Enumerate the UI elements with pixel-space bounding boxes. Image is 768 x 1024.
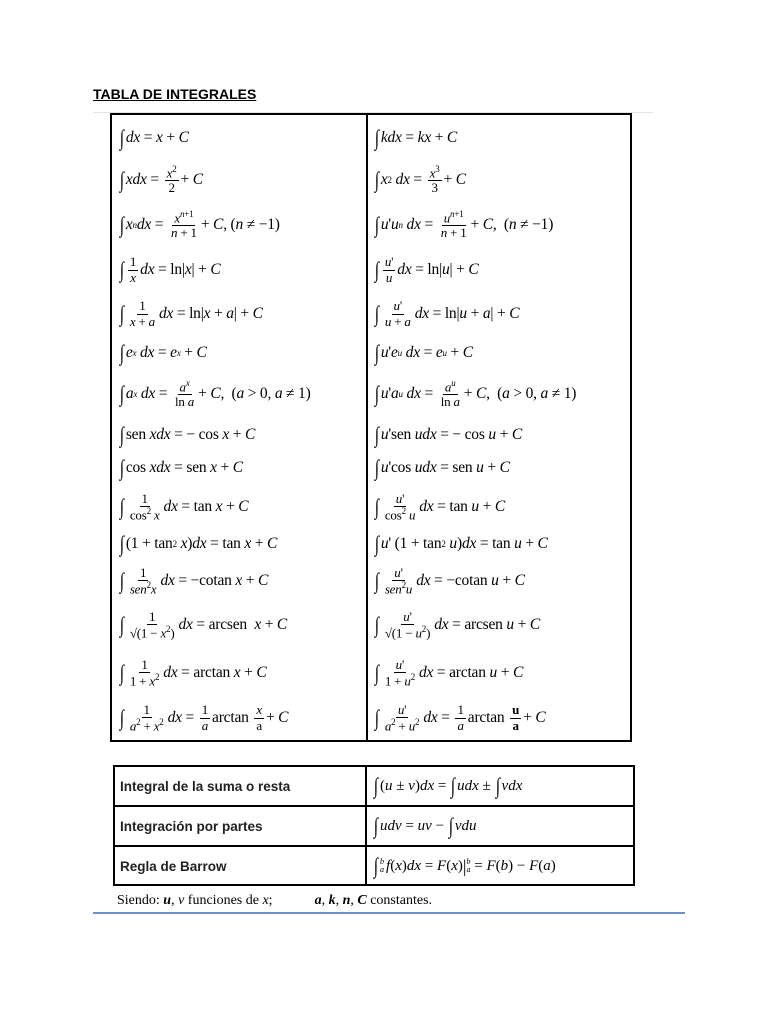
integral-row-8-right: ∫ u 'sen udx = − cos u + C bbox=[374, 422, 522, 447]
integration-rules-table bbox=[113, 765, 635, 886]
integral-row-15-right: ∫ $\frac{u'}{a^2 + u^2}$ dx = $\frac{1}{a}$ arctan $\frac{u}{a}$ + C bbox=[374, 701, 546, 734]
integral-row-13-right: ∫ $\frac{u'}{√(1 - u^2)}$ dx = arcsen u + C bbox=[374, 608, 540, 641]
integral-row-3-right: ∫ u ' u n dx = $\frac{u^{n+1}}{n + 1}$ + C , ( n ≠ −1) bbox=[374, 208, 554, 241]
rule-formula-parts: ∫ udv = uv − ∫ vdu bbox=[373, 813, 477, 838]
integral-row-11-left: ∫ (1 + tan 2 x ) dx = tan x + C bbox=[119, 531, 278, 556]
rule-row-barrow bbox=[115, 847, 633, 885]
integral-row-14-left: ∫ $\frac{1}{1 + x^2}$ dx = arctan x + C bbox=[119, 656, 267, 689]
integral-row-1-right: ∫ kdx = kx + C bbox=[374, 125, 458, 150]
rule-row-parts bbox=[115, 807, 633, 845]
rule-label-sum: Integral de la suma o resta bbox=[120, 778, 291, 794]
integral-row-15-left: ∫ $\frac{1}{a^2 + x^2}$ dx = $\frac{1}{a}$ arctan $\frac{x}{a}$ + C bbox=[119, 701, 289, 734]
integral-row-12-left: ∫ $\frac{1}{sen^2x}$ dx = −cotan x + C bbox=[119, 564, 269, 597]
footnote-functions: Siendo: u, v funciones de x; bbox=[117, 893, 273, 908]
integral-row-6-left: ∫ e x dx = e x + C bbox=[119, 340, 207, 365]
footer-rule bbox=[93, 912, 685, 914]
footnote-constants: a, k, n, C constantes. bbox=[314, 893, 433, 908]
column-divider bbox=[366, 115, 368, 740]
integral-row-10-left: ∫ $\frac{1}{\cos^2 x}$ dx = tan x + C bbox=[119, 490, 249, 523]
integral-row-4-right: ∫ $\frac{u'}{u}$ dx = ln| u | + C bbox=[374, 254, 479, 285]
rule-formula-barrow: ∫ b a f ( x ) dx = F ( x ) | b a = F ( b ) − F ( a ) bbox=[373, 853, 556, 878]
integral-row-4-left: ∫ $\frac{1}{x}$ dx = ln| x | + C bbox=[119, 254, 221, 285]
integral-row-13-left: ∫ $\frac{1}{√(1 - x^2)}$ dx = arcsen x + C bbox=[119, 608, 288, 641]
integral-row-8-left: ∫ sen xdx = − cos x + C bbox=[119, 422, 256, 447]
integral-row-5-right: ∫ $\frac{u'}{u + a}$ dx = ln| u + a | + C bbox=[374, 298, 520, 329]
integral-row-1-left: ∫ dx = x + C bbox=[119, 125, 189, 150]
integrals-table bbox=[110, 113, 632, 742]
integral-row-7-right: ∫ u ' a u dx = $\frac{a^u}{\text{ln a}}$ + C , ( a > 0, a ≠ 1) bbox=[374, 377, 577, 410]
integral-row-2-right: ∫ x 2 dx = $\frac{x^3}{3}$ + C bbox=[374, 163, 466, 196]
integral-row-9-left: ∫ cos xdx = sen x + C bbox=[119, 455, 243, 480]
integral-row-3-left: ∫ x n dx = $\frac{x^{n+1}}{n + 1}$ + C , ( n ≠ −1) bbox=[119, 208, 280, 241]
integral-row-14-right: ∫ $\frac{u'}{1 + u^2}$ dx = arctan u + C bbox=[374, 656, 524, 689]
footnote bbox=[117, 893, 432, 909]
integral-row-2-left: ∫ xdx = $\frac{x^2}{2}$ + C bbox=[119, 163, 203, 196]
integral-row-7-left: ∫ a x dx = $\frac{a^x}{\text{ln a}}$ + C , ( a > 0, a ≠ 1) bbox=[119, 377, 311, 410]
integral-row-10-right: ∫ $\frac{u'}{\cos^2 u}$ dx = tan u + C bbox=[374, 490, 505, 523]
rule-row-sum bbox=[115, 767, 633, 805]
rule-label-parts: Integración por partes bbox=[120, 818, 263, 834]
page-title: TABLA DE INTEGRALES bbox=[93, 86, 257, 102]
integral-row-5-left: ∫ $\frac{1}{x + a}$ dx = ln| x + a | + C bbox=[119, 298, 263, 329]
integral-row-6-right: ∫ u ' e u dx = e u + C bbox=[374, 340, 473, 365]
rule-formula-sum: ∫ ( u ± v ) dx = ∫ udx ± ∫ vdx bbox=[373, 773, 523, 798]
integral-row-11-right: ∫ u ' (1 + tan 2 u ) dx = tan u + C bbox=[374, 531, 548, 556]
rule-label-barrow: Regla de Barrow bbox=[120, 858, 227, 874]
integral-row-9-right: ∫ u 'cos udx = sen u + C bbox=[374, 455, 510, 480]
integral-row-12-right: ∫ $\frac{u'}{sen^2u}$ dx = −cotan u + C bbox=[374, 564, 525, 597]
